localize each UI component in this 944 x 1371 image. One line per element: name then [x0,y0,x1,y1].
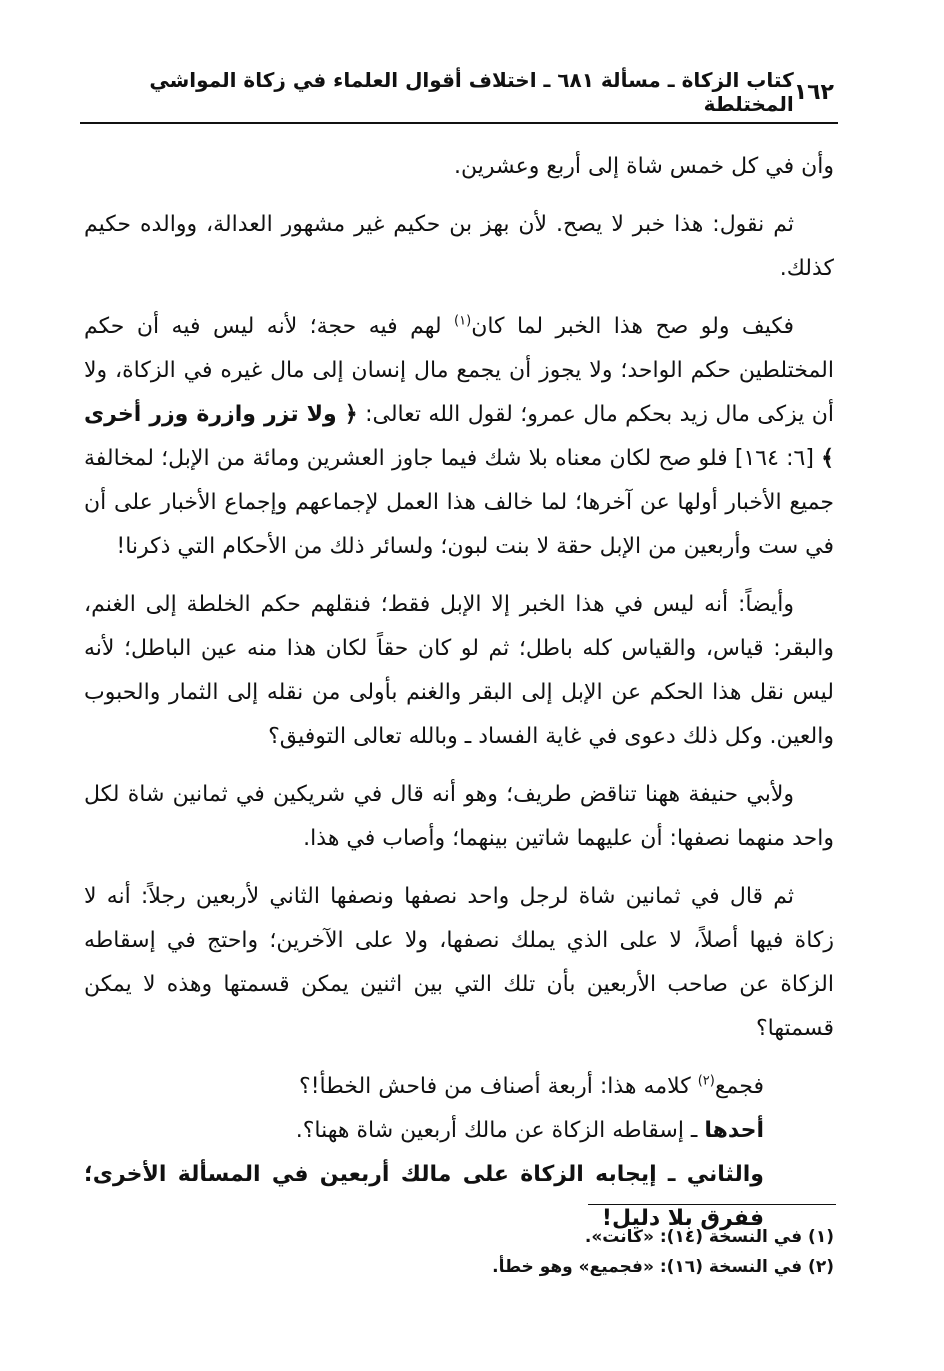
header-divider [80,122,838,124]
paragraph-3-end: [٦: ١٦٤] فلو صح لكان معناه بلا شك فيما جاوز العشرين ومائة من الإبل؛ لمخالفة جميع الأخبار أولها عن آخرها؛ لما خالف هذا العمل لإجماعهم وإجماع الأخبار على أن في ست وأربعين من الإبل حقة لا بنت لبون؛ ولسائر ذلك من الأحكام التي ذكرنا! [84,446,834,559]
page-number: ١٦٢ [793,79,834,105]
list-item-2-head: والثاني [686,1162,764,1187]
list-item-1-text: ـ إسقاطه الزكاة عن مالك أربعين شاة ههنا؟. [295,1118,705,1143]
paragraph-4: وأيضاً: أنه ليس في هذا الخبر إلا الإبل فقط؛ فنقلهم حكم الخلطة إلى الغنم، والبقر: قياس، والقياس كله باطل؛ ثم لو كان حقاً لكان هذا منه عين الباطل؛ لأنه ليس نقل هذا الحكم عن الإبل إلى البقر والغنم بأولى من نقله إلى الثمار والحبوب والعين. وكل ذلك دعوى في غاية الفساد ـ وبالله تعالى التوفيق؟ [84,592,834,749]
running-title: كتاب الزكاة ـ مسألة ٦٨١ ـ اختلاف أقوال العلماء في زكاة المواشي المختلطة [149,68,794,116]
page-header [84,68,834,116]
paragraph-3-middle: لهم فيه حجة؛ لأنه ليس فيه أن حكم المختلطين حكم الواحد؛ ولا يجوز أن يجمع مال إنسان إلى مال غيره في الزكاة، ولا أن يزكى مال زيد بحكم مال عمرو؛ لقول الله تعالى: [84,314,835,427]
paragraph-3-start: فكيف ولو صح هذا الخبر لما كان [471,314,795,339]
list-item-1 [84,1109,834,1153]
list-intro [84,1065,834,1109]
main-text [84,145,834,1241]
paragraph-3 [84,305,834,569]
footnote-divider [588,1204,836,1205]
footnote-1: (١) في النسخة (١٤): «كانت». [584,1227,834,1247]
paragraph-6: ثم قال في ثمانين شاة لرجل واحد نصفها ونصفها الثاني لأربعين رجلاً: أنه لا زكاة فيها أصلاً، لا على الذي يملك نصفها، ولا على الآخرين؛ واحتج في إسقاطه الزكاة عن صاحب الأربعين بأن تلك التي بين اثنين يمكن قسمتها وهذه لا يمكن قسمتها؟ [84,884,834,1041]
list-item-1-head: أحدها [704,1118,764,1143]
quran-verse: ﴿ ولا تزر وازرة وزر أخرى ﴾ [84,402,835,471]
footnote-2: (٢) في النسخة (١٦): «فجميع» وهو خطأ. [492,1257,834,1277]
list-item-2-text: ـ إيجابه الزكاة على مالك أربعين في المسألة الأخرى؛ ففرق بلا دليل! [84,1162,764,1231]
footnote-ref-2: (٢) [697,1073,715,1089]
footnote-ref-1: (١) [454,313,472,329]
error-list [84,1065,834,1241]
paragraph-5: ولأبي حنيفة ههنا تناقض طريف؛ وهو أنه قال في شريكين في ثمانين شاة لكل واحد منهما نصفها: أن عليهما شاتين بينهما؛ وأصاب في هذا. [84,782,834,851]
paragraph-2: ثم نقول: هذا خبر لا يصح. لأن بهز بن حكيم غير مشهور العدالة، ووالده حكيم كذلك. [84,212,834,281]
list-intro-end: كلامه هذا: أربعة أصناف من فاحش الخطأ!؟ [299,1074,698,1099]
paragraph-1: وأن في كل خمس شاة إلى أربع وعشرين. [454,154,834,179]
footnotes [84,1222,834,1282]
list-intro-start: فجمع [714,1074,764,1099]
